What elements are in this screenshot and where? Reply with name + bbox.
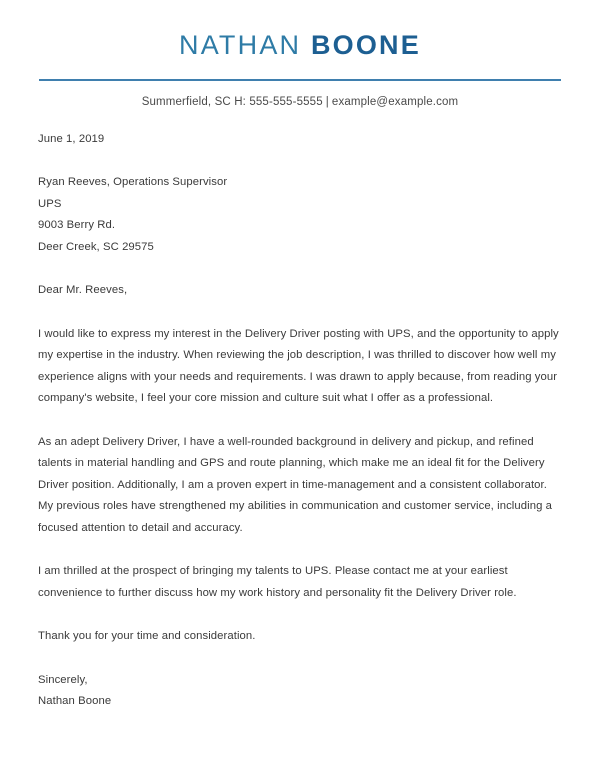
recipient-street: 9003 Berry Rd. <box>38 219 116 232</box>
salutation: Dear Mr. Reeves, <box>38 284 128 297</box>
applicant-name <box>0 31 600 61</box>
header-divider <box>39 79 561 81</box>
recipient-name-title: Ryan Reeves, Operations Supervisor <box>38 176 228 189</box>
thank-you-line: Thank you for your time and consideration. <box>38 630 256 643</box>
contact-line <box>0 96 600 108</box>
recipient-company: UPS <box>38 197 62 210</box>
signature-name: Nathan Boone <box>38 695 112 708</box>
body-paragraph-3: I am thrilled at the prospect of bringing my talents to UPS. Please contact me at your earliest convenience to further discuss how my work history and personality fit the Delivery Driver role. <box>38 565 517 599</box>
valediction: Sincerely, <box>38 673 88 686</box>
contact-separator: | <box>325 95 329 108</box>
letter-body <box>38 108 562 713</box>
body-paragraph-2: As an adept Delivery Driver, I have a well-rounded background in delivery and pickup, and refined talents in material handling and GPS and route planning, which make me an ideal fit for the Delivery Driver position. Additionally, I am a proven expert in time-management and a consistent collaborator. My previous roles have strengthened my abilities in communication and customer service, including a focused attention to detail and accuracy. <box>38 435 553 534</box>
letter-date: June 1, 2019 <box>38 132 105 145</box>
body-paragraph-1: I would like to express my interest in the Delivery Driver posting with UPS, and the opportunity to apply my expertise in the industry. When reviewing the job description, I was thrilled to discover how well my experience aligns with your needs and requirements. I was drawn to apply because, from reading your company's website, I feel your core mission and culture suit what I offer as a professional. <box>38 327 559 405</box>
recipient-address-block <box>38 172 562 258</box>
contact-email: example@example.com <box>331 95 459 108</box>
applicant-first-name: NATHAN <box>179 30 302 60</box>
letterhead <box>0 0 600 108</box>
recipient-city-state-zip: Deer Creek, SC 29575 <box>38 240 154 253</box>
closing-block <box>38 670 562 713</box>
applicant-last-name: BOONE <box>310 30 421 60</box>
contact-location-phone: Summerfield, SC H: 555-555-5555 <box>141 95 323 108</box>
